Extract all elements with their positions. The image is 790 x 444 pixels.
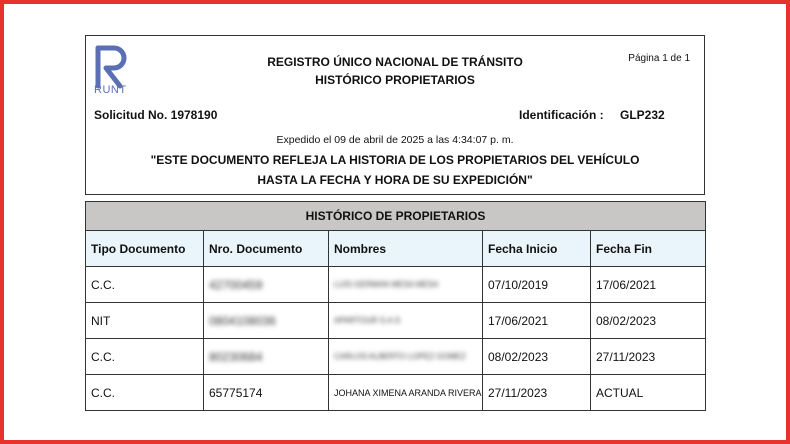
table-row bbox=[86, 303, 706, 339]
end-date-cell: 27/11/2023 bbox=[591, 339, 706, 375]
notice-line-1: "ESTE DOCUMENTO REFLEJA LA HISTORIA DE LOS PROPIETARIOS DEL VEHÍCULO bbox=[150, 153, 640, 167]
doc-type-cell: C.C. bbox=[86, 375, 204, 411]
plate-number: GLP232 bbox=[620, 108, 665, 122]
start-date-cell: 17/06/2021 bbox=[483, 303, 591, 339]
page-indicator: Página 1 de 1 bbox=[628, 53, 690, 64]
registry-title: REGISTRO ÚNICO NACIONAL DE TRÁNSITO bbox=[267, 55, 523, 69]
column-header: Fecha Inicio bbox=[483, 231, 591, 267]
end-date-cell: 08/02/2023 bbox=[591, 303, 706, 339]
column-header: Fecha Fin bbox=[591, 231, 706, 267]
table-caption-row bbox=[86, 202, 706, 231]
identification-label: Identificación : bbox=[519, 108, 604, 122]
notice-line-2: HASTA LA FECHA Y HORA DE SU EXPEDICIÓN" bbox=[257, 173, 533, 187]
table-row bbox=[86, 339, 706, 375]
doc-number-cell: 80230684 bbox=[204, 339, 329, 375]
end-date-cell: ACTUAL bbox=[591, 375, 706, 411]
doc-number-cell: 65775174 bbox=[204, 375, 329, 411]
name-cell: APARTOUR S.A.S bbox=[329, 303, 483, 339]
table-header-row bbox=[86, 231, 706, 267]
table-row bbox=[86, 267, 706, 303]
name-cell: CARLOS ALBERTO LOPEZ GOMEZ bbox=[329, 339, 483, 375]
owners-history-table bbox=[85, 201, 706, 411]
doc-type-cell: C.C. bbox=[86, 339, 204, 375]
request-number: Solicitud No. 1978190 bbox=[94, 108, 218, 122]
doc-number-cell: 42700459 bbox=[204, 267, 329, 303]
name-cell: LUIS GERMAN MESA MESA bbox=[329, 267, 483, 303]
table-row bbox=[86, 375, 706, 411]
start-date-cell: 07/10/2019 bbox=[483, 267, 591, 303]
doc-number-cell: 0804108036 bbox=[204, 303, 329, 339]
document-header bbox=[85, 35, 705, 195]
column-header: Nombres bbox=[329, 231, 483, 267]
doc-type-cell: NIT bbox=[86, 303, 204, 339]
issue-date: Expedido el 09 de abril de 2025 a las 4:34:07 p. m. bbox=[276, 134, 514, 146]
end-date-cell: 17/06/2021 bbox=[591, 267, 706, 303]
logo-label: RUNT bbox=[94, 84, 127, 96]
start-date-cell: 27/11/2023 bbox=[483, 375, 591, 411]
column-header: Tipo Documento bbox=[86, 231, 204, 267]
start-date-cell: 08/02/2023 bbox=[483, 339, 591, 375]
document-title: HISTÓRICO PROPIETARIOS bbox=[315, 73, 475, 87]
name-cell: JOHANA XIMENA ARANDA RIVERA bbox=[329, 375, 483, 411]
column-header: Nro. Documento bbox=[204, 231, 329, 267]
table-caption: HISTÓRICO DE PROPIETARIOS bbox=[86, 202, 706, 231]
doc-type-cell: C.C. bbox=[86, 267, 204, 303]
